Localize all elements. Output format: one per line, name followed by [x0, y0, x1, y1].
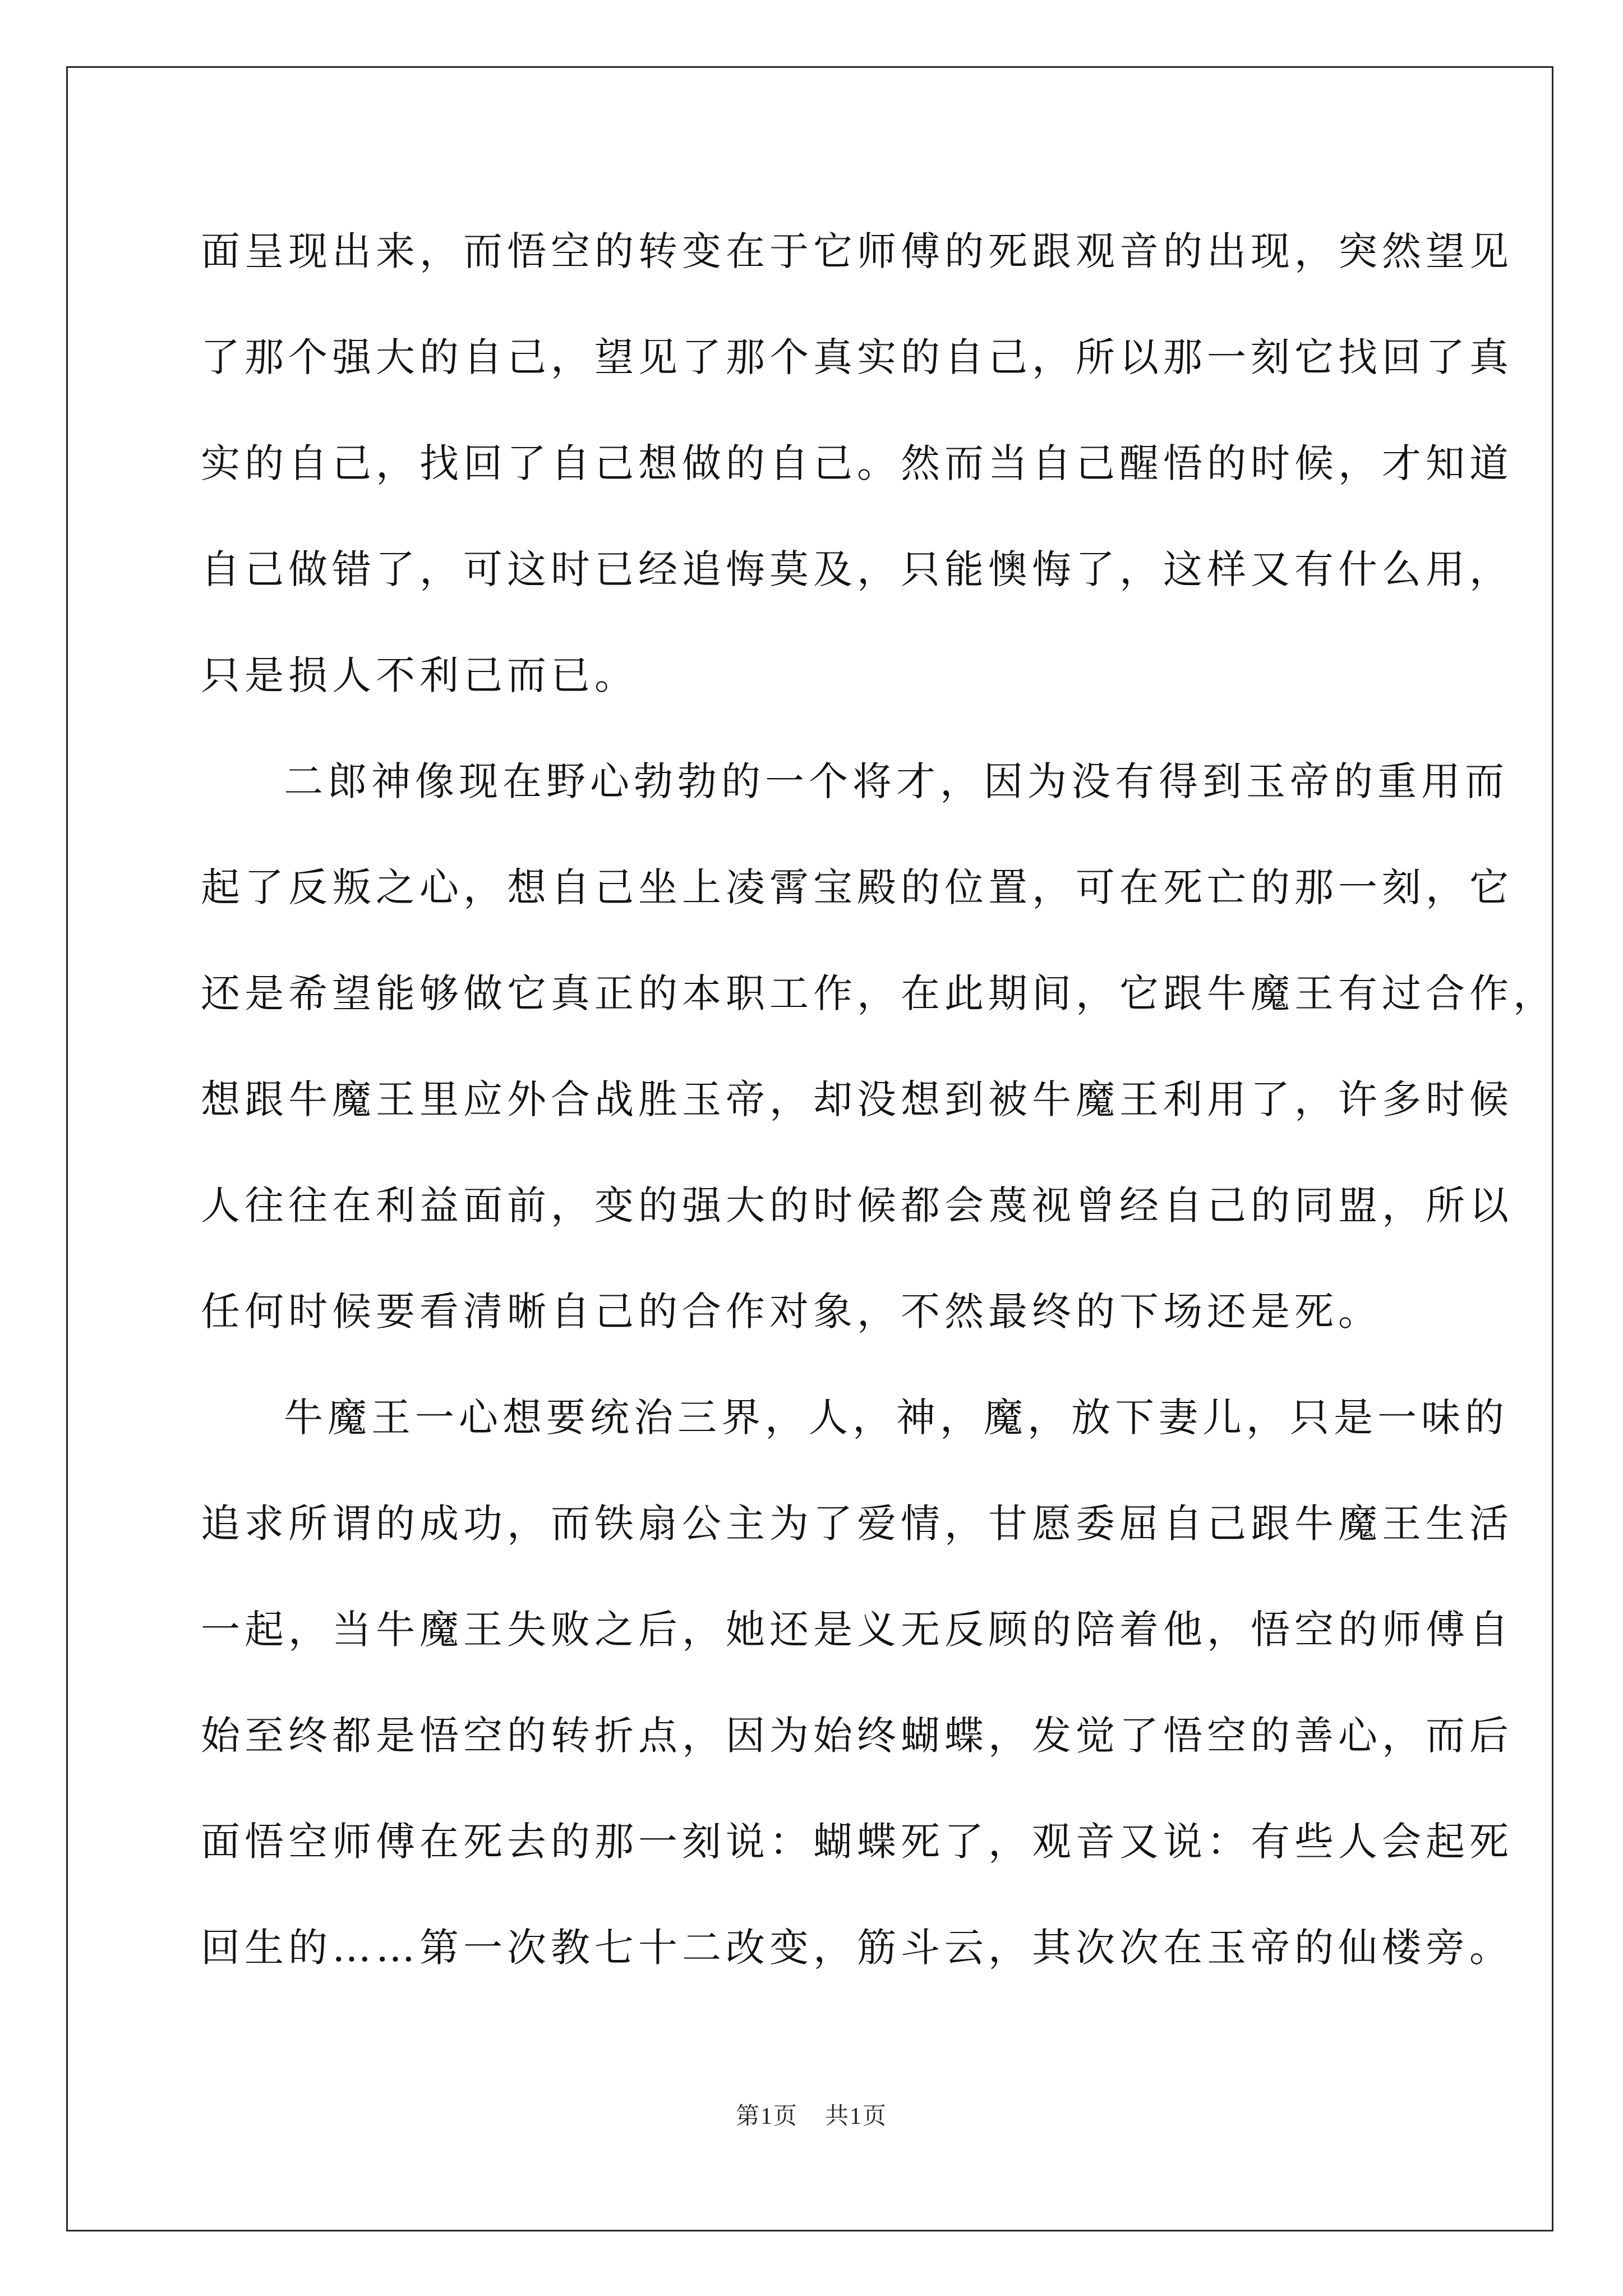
text-line: 起了反叛之心，想自己坐上凌霄宝殿的位置，可在死亡的那一刻，它	[201, 864, 1513, 910]
text-line: 面呈现出来，而悟空的转变在于它师傅的死跟观音的出现，突然望见	[201, 228, 1513, 274]
paragraph-start-line: 牛魔王一心想要统治三界，人，神，魔，放下妻儿，只是一味的	[284, 1395, 1509, 1441]
text-line: 了那个强大的自己，望见了那个真实的自己，所以那一刻它找回了真	[201, 334, 1513, 380]
text-line: 自己做错了，可这时已经追悔莫及，只能懊悔了，这样又有什么用，	[201, 546, 1513, 592]
text-line: 面悟空师傅在死去的那一刻说：蝴蝶死了，观音又说：有些人会起死	[201, 1819, 1513, 1865]
text-line: 回生的……第一次教七十二改变，筋斗云，其次次在玉帝的仙楼旁。	[201, 1925, 1513, 1971]
text-line: 任何时候要看清晰自己的合作对象，不然最终的下场还是死。	[201, 1289, 1382, 1335]
text-line: 实的自己，找回了自己想做的自己。然而当自己醒悟的时候，才知道	[201, 440, 1513, 486]
text-line: 还是希望能够做它真正的本职工作，在此期间，它跟牛魔王有过合作，	[201, 970, 1557, 1016]
text-line: 一起，当牛魔王失败之后，她还是义无反顾的陪着他，悟空的师傅自	[201, 1607, 1513, 1653]
page-total: 共1页	[825, 2104, 888, 2129]
document-body	[201, 218, 1557, 2020]
text-line: 只是损人不利己而已。	[201, 652, 638, 698]
text-line: 人往往在利益面前，变的强大的时候都会蔑视曾经自己的同盟，所以	[201, 1182, 1513, 1228]
page-number: 第1页	[735, 2104, 798, 2129]
text-line: 想跟牛魔王里应外合战胜玉帝，却没想到被牛魔王利用了，许多时候	[201, 1076, 1513, 1122]
text-line: 追求所谓的成功，而铁扇公主为了爱情，甘愿委屈自己跟牛魔王生活	[201, 1501, 1513, 1547]
text-line: 始至终都是悟空的转折点，因为始终蝴蝶，发觉了悟空的善心，而后	[201, 1713, 1513, 1759]
page-footer	[0, 2097, 1623, 2131]
paragraph-start-line: 二郎神像现在野心勃勃的一个将才，因为没有得到玉帝的重用而	[284, 758, 1509, 804]
